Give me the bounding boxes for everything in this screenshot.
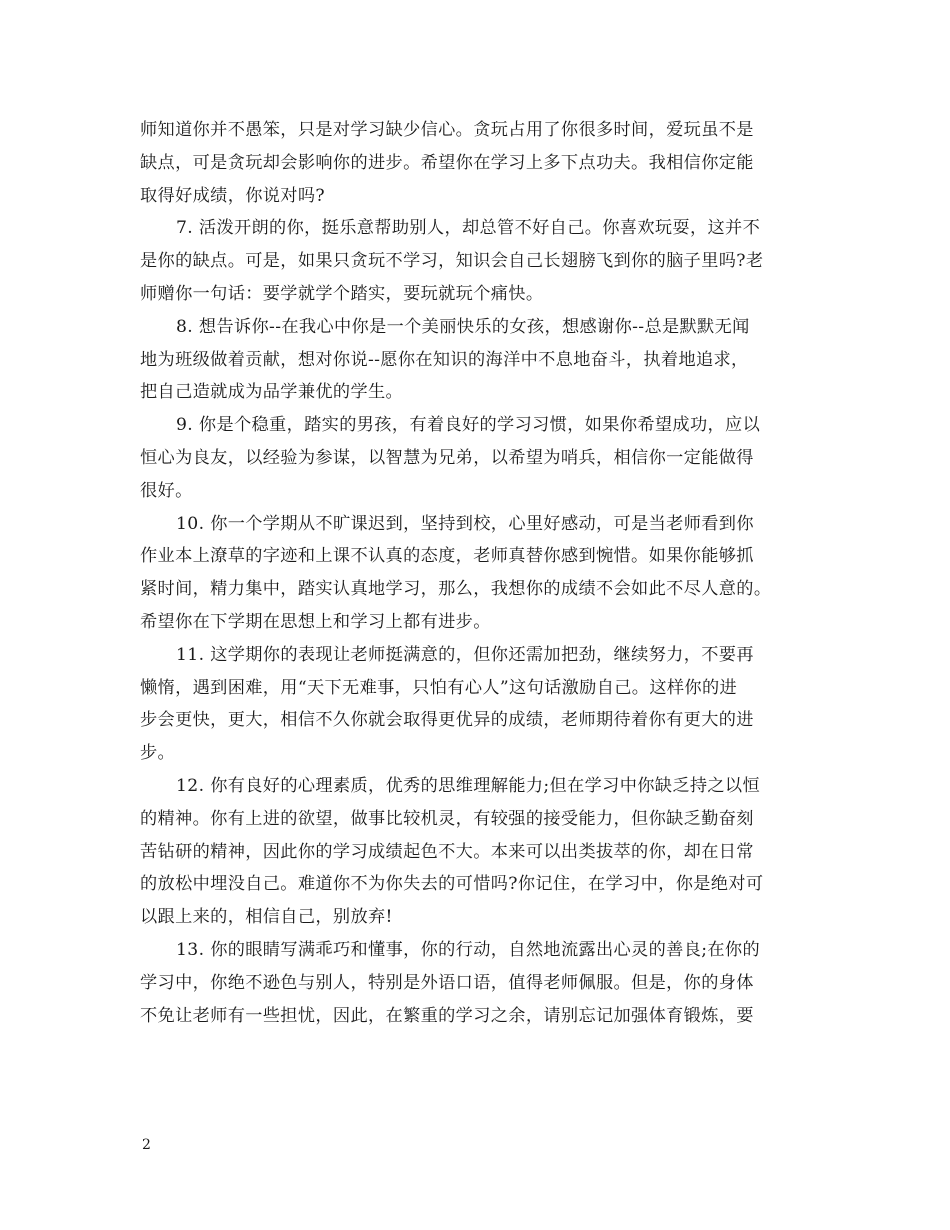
text-line: 苦钻研的精神，因此你的学习成绩起色不大。本来可以出类拔萃的你，却在日常: [140, 841, 754, 862]
text-line: 以跟上来的，相信自己，别放弃!: [140, 907, 393, 928]
paragraph-start-10: 10. 你一个学期从不旷课迟到，坚持到校，心里好感动，可是当老师看到你: [176, 513, 754, 534]
text-line: 懒惰，遇到困难，用“天下无难事，只怕有心人”这句话激励自己。这样你的进: [140, 677, 738, 698]
text-line: 师知道你并不愚笨，只是对学习缺少信心。贪玩占用了你很多时间，爱玩虽不是: [140, 120, 754, 140]
text-line: 取得好成绩，你说对吗?: [140, 185, 325, 206]
paragraph-start-8: 8. 想告诉你--在我心中你是一个美丽快乐的女孩，想感谢你--总是默默无闻: [176, 316, 750, 337]
text-line: 师赠你一句话：要学就学个踏实，要玩就玩个痛快。: [140, 283, 544, 304]
page-number: 2: [142, 1137, 151, 1153]
paragraph-start-12: 12. 你有良好的心理素质，优秀的思维理解能力;但在学习中你缺乏持之以恒: [176, 775, 761, 796]
paragraph-start-11: 11. 这学期你的表现让老师挺满意的，但你还需加把劲，继续努力，不要再: [176, 644, 754, 665]
paragraph-start-9: 9. 你是个稳重，踏实的男孩，有着良好的学习习惯，如果你希望成功，应以: [176, 415, 761, 436]
text-line: 地为班级做着贡献，想对你说--愿你在知识的海洋中不息地奋斗，执着地追求，: [140, 349, 749, 370]
text-line: 的精神。你有上进的欲望，做事比较机灵，有较强的接受能力，但你缺乏勤奋刻: [140, 808, 754, 829]
text-line: 把自己造就成为品学兼优的学生。: [140, 382, 404, 403]
text-line: 恒心为良友，以经验为参谋，以智慧为兄弟，以希望为哨兵，相信你一定能做得: [140, 447, 754, 468]
text-line: 希望你在下学期在思想上和学习上都有进步。: [140, 611, 491, 632]
text-line: 缺点，可是贪玩却会影响你的进步。希望你在学习上多下点功夫。我相信你定能: [140, 152, 754, 173]
paragraph-start-13: 13. 你的眼睛写满乖巧和懂事，你的行动，自然地流露出心灵的善良;在你的: [176, 939, 761, 960]
text-line: 紧时间，精力集中，踏实认真地学习，那么，我想你的成绩不会如此不尽人意的。: [140, 579, 772, 600]
text-line: 的放松中埋没自己。难道你不为你失去的可惜吗?你记住，在学习中，你是绝对可: [140, 874, 764, 895]
body-text: [140, 114, 820, 1032]
text-line: 很好。: [140, 480, 193, 501]
paragraph-start-7: 7. 活泼开朗的你，挺乐意帮助别人，却总管不好自己。你喜欢玩耍，这并不: [176, 218, 761, 239]
text-line: 步。: [140, 743, 176, 764]
text-line: 不免让老师有一些担忧，因此，在繁重的学习之余，请别忘记加强体育锻炼，要: [140, 1005, 754, 1026]
text-line: 步会更快，更大，相信不久你就会取得更优异的成绩，老师期待着你有更大的进: [140, 710, 754, 731]
text-line: 学习中，你绝不逊色与别人，特别是外语口语，值得老师佩服。但是，你的身体: [140, 972, 754, 993]
text-line: 是你的缺点。可是，如果只贪玩不学习，知识会自己长翅膀飞到你的脑子里吗?老: [140, 251, 764, 272]
text-line: 作业本上潦草的字迹和上课不认真的态度，老师真替你感到惋惜。如果你能够抓: [140, 546, 754, 567]
